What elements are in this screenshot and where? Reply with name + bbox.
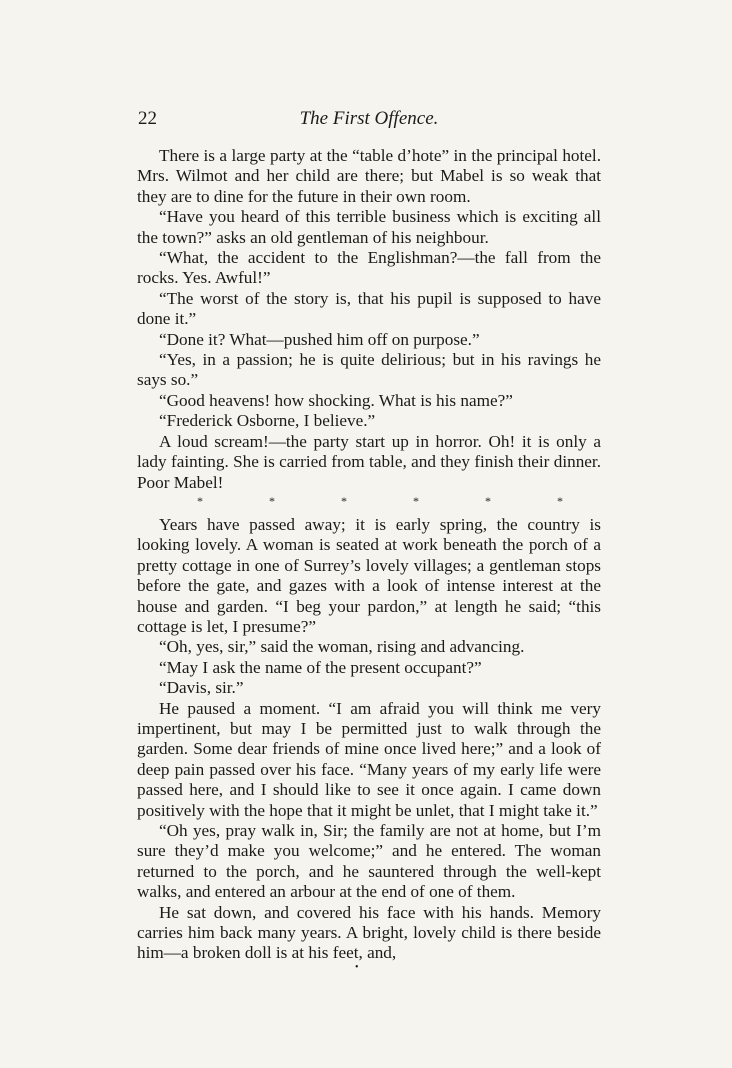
paragraph: “May I ask the name of the present occupant?” xyxy=(159,657,482,677)
paragraph: A loud scream!—the party start up in horror. Oh! it is only a lady fainting. She is carried from table, and they finish their dinner. Poor Mabel! xyxy=(137,431,601,492)
paragraph: He sat down, and covered his face with his hands. Memory carries him back many years. A bright, lovely child is there beside him—a broken doll is at his feet, and, xyxy=(137,902,601,963)
paragraph: “What, the accident to the Englishman?—the fall from the rocks. Yes. Awful!” xyxy=(137,248,601,288)
separator-star: * xyxy=(413,493,419,508)
paragraph: There is a large party at the “table d’hote” in the principal hotel. Mrs. Wilmot and her child are there; but Mabel is so weak that they are to dine for the future in their own room. xyxy=(137,146,601,206)
separator-star: * xyxy=(485,493,491,508)
paragraph: “Oh yes, pray walk in, Sir; the family are not at home, but I’m sure they’d make you welcome;” and he entered. The woman returned to the porch, and he sauntered through the well-kept walks, and entered an arbour at the end of one of them. xyxy=(137,821,601,902)
running-title: The First Offence. xyxy=(299,108,439,129)
paragraph: “Yes, in a passion; he is quite delirious; but in his ravings he says so.” xyxy=(137,350,601,390)
paragraph: “Oh, yes, sir,” said the woman, rising and advancing. xyxy=(159,637,525,657)
page-number: 22 xyxy=(138,108,157,129)
paragraph: “The worst of the story is, that his pupil is supposed to have done it.” xyxy=(137,288,601,329)
paragraph: Years have passed away; it is early spring, the country is looking lovely. A woman is seated at work beneath the porch of a pretty cottage in one of Surrey’s lovely villages; a gentleman stops before the gate, and gazes with a look of intense interest at the house and garden. “I beg your pardon,” at length he said; “this cottage is let, I presume?” xyxy=(137,514,601,636)
paragraph: “Have you heard of this terrible business which is exciting all the town?” asks an old gentleman of his neighbour. xyxy=(137,207,601,247)
separator-star: * xyxy=(557,493,563,508)
paragraph: “Done it? What—pushed him off on purpose.” xyxy=(159,329,480,349)
separator-star: * xyxy=(269,493,275,508)
paragraph: “Frederick Osborne, I believe.” xyxy=(159,411,376,431)
paragraph: “Davis, sir.” xyxy=(159,678,244,698)
section-separator xyxy=(137,493,601,509)
separator-star: * xyxy=(197,493,203,508)
page-header xyxy=(138,108,600,134)
body-text xyxy=(137,146,601,964)
paragraph: He paused a moment. “I am afraid you will think me very impertinent, but may I be permitted just to walk through the garden. Some dear friends of mine once lived here;” and a look of deep pain passed over his face. “Many years of my early life were passed here, and I should like to see it once again. I came down positively with the hope that it might be unlet, that I might take it.” xyxy=(137,698,601,820)
footer-mark: • xyxy=(355,962,359,973)
separator-star: * xyxy=(341,493,347,508)
paragraph: “Good heavens! how shocking. What is his name?” xyxy=(159,390,513,410)
